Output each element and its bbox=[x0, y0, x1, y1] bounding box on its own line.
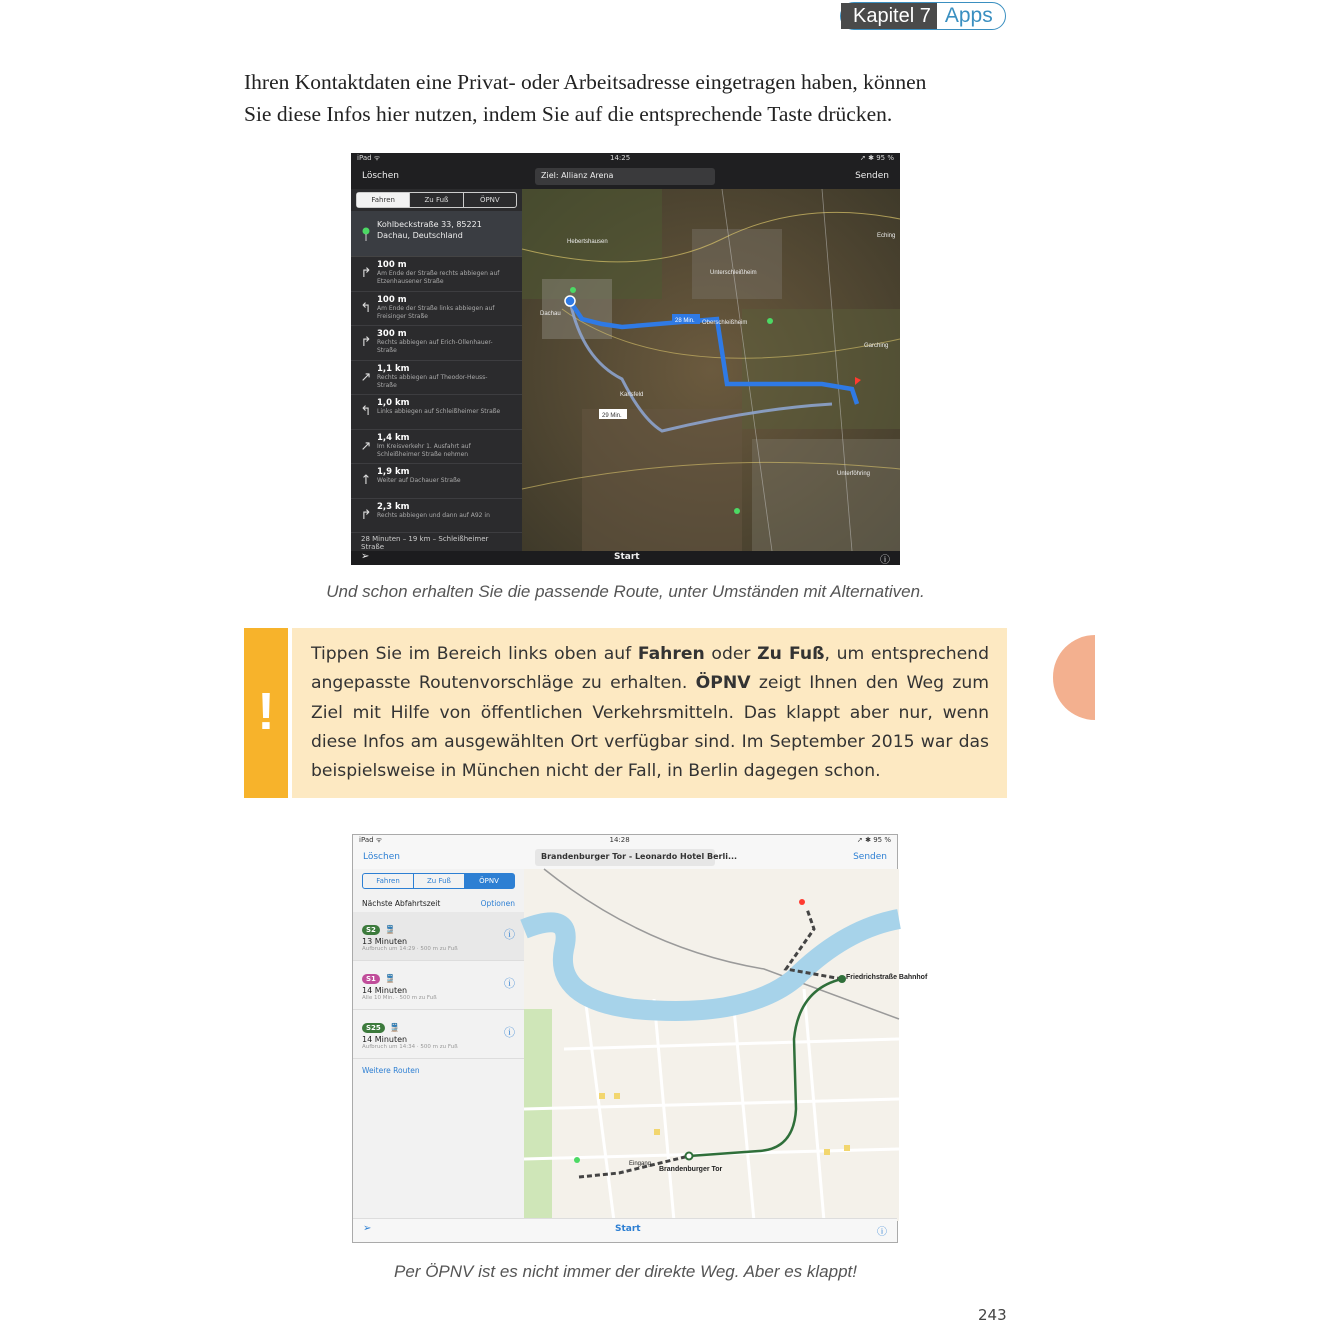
map-label-brandenburger-tor: Brandenburger Tor bbox=[659, 1166, 723, 1173]
direction-description: Links abbiegen auf Schleißheimer Straße bbox=[377, 408, 501, 415]
cancel-button-2[interactable]: Löschen bbox=[363, 852, 400, 862]
train-icon: 🚆 bbox=[385, 974, 395, 983]
status-battery-2: ➚ ✱ 95 % bbox=[857, 836, 891, 844]
route-time-primary: 28 Min. bbox=[675, 318, 695, 324]
body-paragraph bbox=[244, 66, 1008, 130]
directions-panel bbox=[351, 189, 522, 551]
hint-bold-fahren: Fahren bbox=[637, 644, 705, 664]
line-badge: S2 bbox=[362, 925, 380, 935]
nav-bar bbox=[351, 165, 900, 189]
direction-description: Weiter auf Dachauer Straße bbox=[377, 477, 461, 484]
turn-arrow-icon: ↱ bbox=[360, 266, 372, 282]
map-label-hebertshausen: Hebertshausen bbox=[567, 239, 608, 245]
route-detail: Alle 10 Min. · 500 m zu Fuß bbox=[362, 995, 437, 1001]
direction-distance: 1,9 km bbox=[377, 467, 410, 477]
direction-description: Rechts abbiegen auf Theodor-Heuss- bbox=[377, 373, 488, 381]
map-label-friedrichstrasse: Friedrichstraße Bahnhof bbox=[846, 974, 928, 981]
route-detail: Aufbruch um 14:34 · 500 m zu Fuß bbox=[362, 1044, 458, 1050]
direction-row[interactable] bbox=[351, 499, 522, 534]
direction-description: Am Ende der Straße links abbiegen auf bbox=[377, 304, 495, 312]
map-label-unterfoehring: Unterföhring bbox=[837, 471, 871, 477]
location-arrow-icon[interactable]: ➢ bbox=[361, 551, 370, 562]
map-label-garching: Garching bbox=[864, 343, 889, 349]
street-map[interactable] bbox=[524, 869, 928, 1221]
tab-walking[interactable]: Zu Fuß bbox=[409, 193, 462, 207]
route-time-alternate: 29 Min. bbox=[602, 413, 622, 419]
status-bar bbox=[351, 153, 900, 165]
transit-route-list bbox=[353, 912, 524, 1059]
status-time: 14:25 bbox=[610, 154, 631, 162]
turn-arrow-icon: ↗ bbox=[360, 438, 372, 454]
route-duration: 13 Minuten bbox=[362, 937, 408, 946]
direction-distance: 100 m bbox=[377, 260, 407, 270]
location-arrow-icon-2[interactable]: ➢ bbox=[363, 1223, 372, 1234]
tab-transit-2[interactable]: ÖPNV bbox=[464, 874, 514, 888]
caption-2: Per ÖPNV ist es nicht immer der direkte Weg. Aber es klappt! bbox=[394, 1262, 857, 1281]
map-graphic-2 bbox=[524, 869, 928, 1221]
turn-arrow-icon: ↰ bbox=[360, 404, 372, 420]
send-button-2[interactable]: Senden bbox=[853, 852, 887, 862]
info-icon-2[interactable]: ⓘ bbox=[877, 1227, 887, 1238]
direction-row[interactable] bbox=[351, 257, 522, 292]
hint-text-part-1: Tippen Sie im Bereich links oben auf bbox=[311, 644, 638, 664]
direction-description: Rechts abbiegen und dann auf A92 in bbox=[377, 511, 490, 519]
tab-transit[interactable]: ÖPNV bbox=[463, 193, 516, 207]
transit-panel bbox=[353, 869, 525, 1221]
hint-text-part-2: oder bbox=[704, 644, 758, 664]
start-address-line-2: Dachau, Deutschland bbox=[377, 231, 463, 240]
direction-description: Rechts abbiegen auf Erich-Ollenhauer- bbox=[377, 339, 493, 346]
hint-text bbox=[311, 640, 989, 786]
direction-description-2: Freisinger Straße bbox=[377, 312, 428, 320]
direction-row[interactable] bbox=[351, 464, 522, 499]
map-label-dachau: Dachau bbox=[540, 311, 561, 317]
route-info-icon[interactable]: ⓘ bbox=[504, 1026, 515, 1039]
direction-distance: 1,4 km bbox=[377, 432, 410, 443]
page-number: 243 bbox=[978, 1306, 1007, 1324]
map-label-karlsfeld: Karlsfeld bbox=[620, 392, 644, 398]
direction-description-2: Straße bbox=[377, 381, 397, 389]
direction-row[interactable] bbox=[351, 361, 522, 396]
line-badge: S1 bbox=[362, 974, 380, 984]
transit-route-row[interactable] bbox=[353, 912, 524, 961]
exclamation-icon: ! bbox=[257, 683, 275, 741]
directions-list bbox=[351, 257, 522, 533]
send-button[interactable]: Senden bbox=[855, 171, 889, 181]
start-address-row[interactable] bbox=[351, 211, 522, 257]
nav-bar-2 bbox=[353, 847, 897, 869]
caption-1: Und schon erhalten Sie die passende Route, unter Umständen mit Alternativen. bbox=[326, 582, 925, 601]
direction-row[interactable] bbox=[351, 395, 522, 430]
satellite-map[interactable] bbox=[522, 189, 900, 551]
transport-tabs-2 bbox=[362, 873, 515, 889]
turn-arrow-icon: ↗ bbox=[360, 369, 372, 385]
map-graphic bbox=[522, 189, 900, 551]
map-label-eching: Eching bbox=[877, 233, 896, 239]
train-icon: 🚆 bbox=[385, 925, 395, 934]
transit-route-row[interactable] bbox=[353, 961, 524, 1010]
transit-route-row[interactable] bbox=[353, 1010, 524, 1059]
turn-arrow-icon: ↑ bbox=[360, 473, 372, 489]
map-label-eingang: Eingang bbox=[629, 1161, 652, 1167]
side-tab-marker bbox=[1053, 635, 1095, 720]
options-link[interactable]: Optionen bbox=[480, 899, 515, 908]
destination-field-2[interactable]: Brandenburger Tor - Leonardo Hotel Berli... bbox=[535, 849, 715, 866]
direction-distance: 1,0 km bbox=[377, 398, 410, 408]
body-line-1: Ihren Kontaktdaten eine Privat- oder Arbeitsadresse eingetragen haben, können bbox=[244, 70, 927, 94]
hint-stripe bbox=[244, 628, 292, 798]
status-battery: ➚ ✱ 95 % bbox=[860, 154, 894, 162]
route-info-icon[interactable]: ⓘ bbox=[504, 977, 515, 990]
destination-field[interactable]: Ziel: Allianz Arena bbox=[535, 168, 715, 185]
route-duration: 14 Minuten bbox=[362, 986, 408, 995]
start-button-2[interactable]: Start bbox=[615, 1224, 641, 1234]
departure-header bbox=[353, 893, 524, 912]
chapter-badge bbox=[840, 2, 1006, 30]
chapter-title: Apps bbox=[944, 4, 993, 27]
info-icon[interactable]: ⓘ bbox=[880, 555, 890, 566]
turn-arrow-icon: ↱ bbox=[360, 507, 372, 523]
hint-text-part-3: , um entsprechend angepasste Routenvorschläge zu erhalten. bbox=[311, 644, 989, 694]
direction-distance: 100 m bbox=[377, 294, 407, 305]
direction-description-2: Etzenhausener Straße bbox=[377, 278, 444, 285]
direction-row[interactable] bbox=[351, 326, 522, 361]
hint-bold-zu-fuss: Zu Fuß bbox=[757, 644, 825, 664]
hint-text-part-4: zeigt Ihnen den Weg zum Ziel mit Hilfe von öffentlichen Verkehrsmitteln. Das klappt aber nur, wenn diese Infos am ausgewählten Ort verfügbar sind. Im September 2015 war das beispielsweise in München nicht der Fall, in Berlin dagegen schon. bbox=[311, 673, 989, 782]
status-device: iPad ᯤ bbox=[357, 154, 381, 162]
status-time-2: 14:28 bbox=[609, 836, 630, 844]
bottom-toolbar bbox=[351, 551, 900, 565]
direction-description-2: Schleißheimer Straße nehmen bbox=[377, 450, 469, 458]
turn-arrow-icon: ↰ bbox=[360, 300, 372, 316]
pin-icon bbox=[355, 219, 377, 248]
direction-row[interactable] bbox=[351, 292, 522, 327]
bottom-toolbar-2 bbox=[353, 1218, 897, 1242]
train-icon: 🚆 bbox=[389, 1023, 400, 1032]
direction-description-2: Straße bbox=[377, 347, 397, 354]
tab-walking-2[interactable]: Zu Fuß bbox=[413, 874, 464, 888]
direction-row[interactable] bbox=[351, 430, 522, 465]
direction-distance: 2,3 km bbox=[377, 501, 410, 512]
direction-distance: 300 m bbox=[377, 329, 407, 339]
chapter-label: Kapitel 7 bbox=[841, 3, 937, 29]
route-detail: Aufbruch um 14:29 · 500 m zu Fuß bbox=[362, 946, 458, 952]
start-button[interactable]: Start bbox=[614, 552, 640, 562]
body-line-2: Sie diese Infos hier nutzen, indem Sie auf die entsprechende Taste drücken. bbox=[244, 102, 893, 126]
turn-arrow-icon: ↱ bbox=[360, 335, 372, 351]
start-address-line-1: Kohlbeckstraße 33, 85221 bbox=[377, 220, 482, 229]
more-routes-link[interactable]: Weitere Routen bbox=[362, 1066, 420, 1075]
route-summary: 28 Minuten – 19 km – Schleißheimer Straße bbox=[361, 535, 489, 551]
line-badge: S25 bbox=[362, 1023, 385, 1033]
route-info-icon[interactable]: ⓘ bbox=[504, 928, 515, 941]
route-duration: 14 Minuten bbox=[362, 1035, 408, 1044]
transport-tabs bbox=[356, 192, 517, 208]
direction-distance: 1,1 km bbox=[377, 363, 410, 374]
hint-bold-oepnv: ÖPNV bbox=[695, 673, 751, 694]
next-departure-label: Nächste Abfahrtszeit bbox=[362, 899, 441, 908]
direction-description: Im Kreisverkehr 1. Ausfahrt auf bbox=[377, 442, 471, 450]
direction-description: Am Ende der Straße rechts abbiegen auf bbox=[377, 270, 500, 277]
status-device-2: iPad ᯤ bbox=[359, 836, 383, 844]
cancel-button[interactable]: Löschen bbox=[362, 171, 399, 181]
status-bar-2 bbox=[353, 835, 897, 847]
screenshot-driving-route bbox=[351, 153, 900, 565]
map-label-unterschleissheim: Unterschleißheim bbox=[710, 270, 757, 276]
tab-driving[interactable]: Fahren bbox=[357, 193, 409, 207]
screenshot-transit-route bbox=[352, 834, 928, 1243]
map-label-oberschleissheim: Oberschleißheim bbox=[702, 320, 748, 326]
tab-driving-2[interactable]: Fahren bbox=[376, 877, 400, 885]
